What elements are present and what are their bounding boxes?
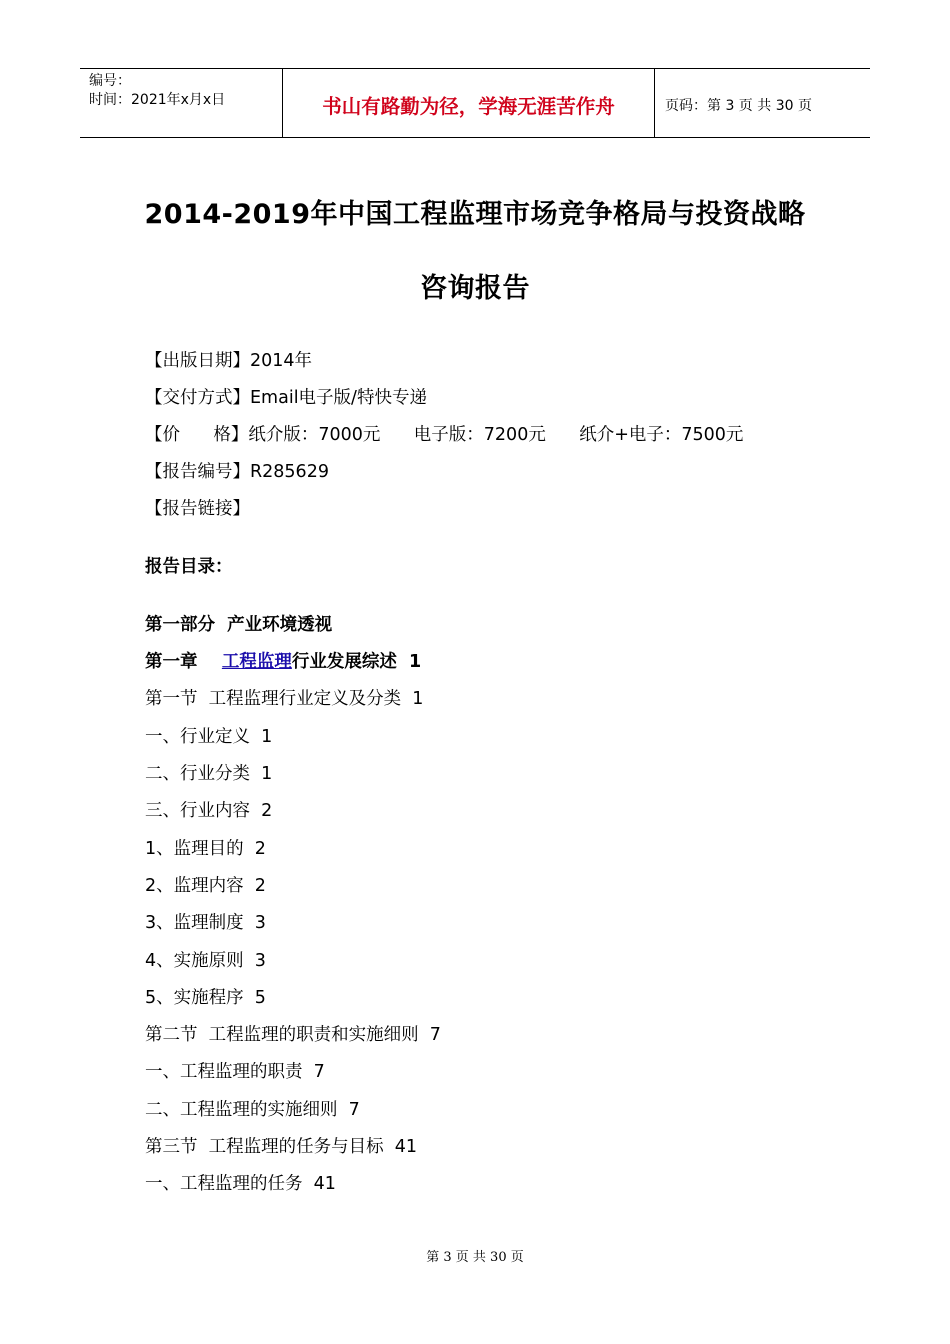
info-delivery-method: 【交付方式】Email电子版/特快专递 <box>145 388 427 408</box>
header-meta <box>80 69 282 137</box>
report-title-line-1: 2014-2019年中国工程监理市场竞争格局与投资战略 <box>144 199 806 230</box>
toc-item: 第一节 工程监理行业定义及分类 1 <box>145 689 424 709</box>
toc-item: 二、行业分类 1 <box>145 764 273 784</box>
toc-item: 一、行业定义 1 <box>145 727 273 747</box>
toc-item: 第二节 工程监理的职责和实施细则 7 <box>145 1025 441 1045</box>
document-time-label: 时间：2021年x月x日 <box>89 92 226 108</box>
info-publish-date: 【出版日期】2014年 <box>145 351 313 371</box>
toc-item: 3、监理制度 3 <box>145 913 266 933</box>
toc-item: 2、监理内容 2 <box>145 876 266 896</box>
toc-item: 5、实施程序 5 <box>145 988 266 1008</box>
chapter-heading <box>145 651 421 673</box>
page-footer: 第 3 页 共 30 页 <box>426 1250 524 1265</box>
toc-item: 1、监理目的 2 <box>145 839 266 859</box>
chapter-link[interactable]: 工程监理 <box>221 652 292 672</box>
chapter-suffix: 行业发展综述 1 <box>291 652 422 672</box>
info-price: 【价 格】纸介版：7000元 电子版：7200元 纸介+电子：7500元 <box>145 425 744 445</box>
toc-heading: 报告目录： <box>145 557 233 577</box>
chapter-prefix: 第一章 <box>145 652 222 672</box>
toc-item: 一、工程监理的职责 7 <box>145 1062 325 1082</box>
toc-item: 4、实施原则 3 <box>145 951 266 971</box>
part-heading: 第一部分 产业环境透视 <box>145 615 333 635</box>
report-title-line-2: 咨询报告 <box>420 273 530 304</box>
toc-item: 三、行业内容 2 <box>145 801 273 821</box>
header-page-info: 页码：第 3 页 共 30 页 <box>665 98 812 114</box>
header-motto: 书山有路勤为径，学海无涯苦作舟 <box>282 69 655 137</box>
toc-item: 第三节 工程监理的任务与目标 41 <box>145 1137 418 1157</box>
page-header <box>80 68 870 138</box>
info-report-number: 【报告编号】R285629 <box>145 462 329 482</box>
document-number-label: 编号： <box>89 73 131 89</box>
toc-item: 一、工程监理的任务 41 <box>145 1174 336 1194</box>
info-report-link: 【报告链接】 <box>145 499 250 519</box>
toc-item: 二、工程监理的实施细则 7 <box>145 1100 360 1120</box>
